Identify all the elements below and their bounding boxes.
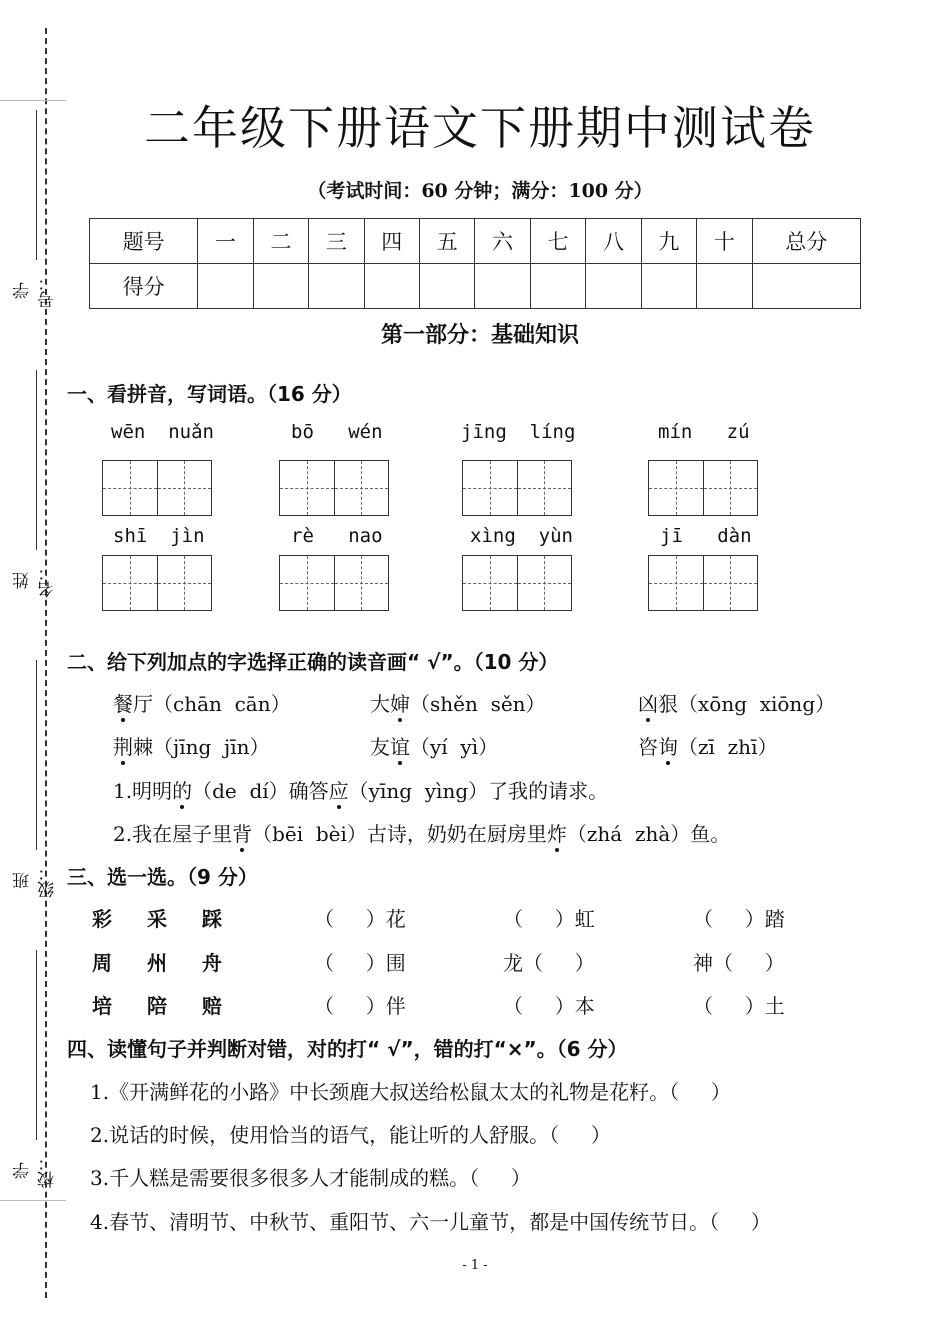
q3-heading: 三、选一选。（9 分） (67, 865, 258, 889)
fill-blank[interactable]: （ ）土 (693, 994, 785, 1018)
writing-grid[interactable] (102, 460, 212, 516)
fill-blank[interactable]: （ ）虹 (503, 907, 595, 931)
pronunciation-item: 咨询（zī zhī） (638, 735, 778, 759)
score-cell: 五 (420, 219, 475, 264)
pronunciation-item: 大婶（shěn sěn） (370, 692, 546, 716)
school-label: 学校： (13, 1154, 58, 1188)
score-cell: 八 (586, 219, 641, 264)
score-input-cell[interactable] (586, 264, 641, 309)
q2-heading: 二、给下列加点的字选择正确的读音画“ √”。（10 分） (67, 650, 559, 674)
name-label: 姓名： (13, 564, 58, 598)
judge-item[interactable]: 1.《开满鲜花的小路》中长颈鹿大叔送给松鼠太太的礼物是花籽。（ ） (90, 1080, 731, 1104)
pronunciation-item: 餐厅（chān cān） (113, 692, 291, 716)
judge-item[interactable]: 4.春节、清明节、中秋节、重阳节、六一儿童节，都是中国传统节日。（ ） (90, 1210, 771, 1234)
dotted-char: 餐 (113, 692, 133, 716)
score-cell: 九 (641, 219, 696, 264)
pinyin-label: xìng yùn (470, 525, 573, 547)
pinyin-label: rè nao (291, 525, 383, 547)
dotted-char: 凶 (638, 692, 658, 716)
writing-grid[interactable] (279, 460, 389, 516)
margin-rule (0, 100, 66, 101)
fill-blank[interactable]: 龙（ ） (503, 951, 595, 975)
score-input-cell[interactable] (475, 264, 530, 309)
school-line (36, 950, 37, 1140)
name-line (36, 370, 37, 550)
judge-item[interactable]: 3.千人糕是需要很多很多人才能制成的糕。（ ） (90, 1166, 531, 1190)
dotted-char: 应 (328, 779, 349, 803)
score-cell: 题号 (90, 219, 198, 264)
score-cell: 六 (475, 219, 530, 264)
pronunciation-item: 荆棘（jīng jīn） (113, 735, 270, 759)
score-table-header-row (90, 219, 861, 264)
writing-grid[interactable] (462, 460, 572, 516)
score-input-cell[interactable] (752, 264, 860, 309)
writing-grid[interactable] (648, 555, 758, 611)
dotted-char: 炸 (546, 822, 567, 846)
part-title: 第一部分：基础知识 (380, 323, 579, 348)
pinyin-label: wēn nuǎn (111, 421, 214, 443)
score-cell: 总分 (752, 219, 860, 264)
score-table (89, 218, 861, 309)
char-group: 培 陪 赔 (92, 994, 236, 1018)
fill-blank[interactable]: （ ）围 (314, 951, 406, 975)
fill-blank[interactable]: 神（ ） (693, 951, 785, 975)
score-input-cell[interactable] (530, 264, 585, 309)
pronunciation-item: 友谊（yí yì） (370, 735, 499, 759)
pinyin-label: jīng líng (461, 421, 576, 443)
student-id-line (36, 110, 37, 260)
pinyin-label: shī jìn (113, 525, 205, 547)
dotted-char: 询 (658, 735, 678, 759)
score-cell: 十 (697, 219, 752, 264)
char-group: 周 州 舟 (92, 951, 236, 975)
score-cell: 四 (364, 219, 419, 264)
score-cell: 三 (309, 219, 364, 264)
score-input-cell[interactable] (420, 264, 475, 309)
writing-grid[interactable] (462, 555, 572, 611)
pinyin-label: jī dàn (660, 525, 752, 547)
class-line (36, 660, 37, 850)
student-id-label: 学号： (13, 274, 58, 308)
char-group: 彩 采 踩 (92, 907, 236, 931)
writing-grid[interactable] (279, 555, 389, 611)
dotted-char: 谊 (390, 735, 410, 759)
pronunciation-item: 凶狠（xōng xiōng） (638, 692, 836, 716)
score-input-cell[interactable] (309, 264, 364, 309)
score-input-cell[interactable] (364, 264, 419, 309)
margin-rule (0, 1200, 66, 1201)
dotted-char: 的 (172, 779, 193, 803)
q1-heading: 一、看拼音，写词语。（16 分） (67, 382, 352, 406)
writing-grid[interactable] (102, 555, 212, 611)
writing-grid[interactable] (648, 460, 758, 516)
dotted-char: 婶 (390, 692, 410, 716)
score-input-cell[interactable] (253, 264, 308, 309)
pronunciation-sentence: 1.明明的（de dí）确答应（yīng yìng）了我的请求。 (113, 779, 609, 803)
dotted-char: 荆 (113, 735, 133, 759)
score-input-cell[interactable] (198, 264, 253, 309)
fill-blank[interactable]: （ ）伴 (314, 994, 406, 1018)
q4-heading: 四、读懂句子并判断对错，对的打“ √”，错的打“×”。（6 分） (67, 1037, 628, 1061)
judge-item[interactable]: 2.说话的时候，使用恰当的语气，能让听的人舒服。（ ） (90, 1123, 611, 1147)
page-number: - 1 - (462, 1258, 488, 1273)
score-cell: 二 (253, 219, 308, 264)
fill-blank[interactable]: （ ）本 (503, 994, 595, 1018)
score-cell: 一 (198, 219, 253, 264)
binding-dashed-line (45, 28, 47, 1298)
score-input-cell[interactable] (641, 264, 696, 309)
class-label: 班级： (13, 864, 58, 898)
exam-subtitle: （考试时间：60 分钟；满分：100 分） (307, 180, 653, 202)
dotted-char: 背 (232, 822, 253, 846)
exam-title: 二年级下册语文下册期中测试卷 (144, 101, 816, 155)
score-cell: 七 (530, 219, 585, 264)
pinyin-label: bō wén (291, 421, 383, 443)
pinyin-label: mín zú (658, 421, 750, 443)
fill-blank[interactable]: （ ）花 (314, 907, 406, 931)
score-input-cell[interactable] (697, 264, 752, 309)
score-row-label: 得分 (90, 264, 198, 309)
score-table-score-row (90, 264, 861, 309)
pronunciation-sentence: 2.我在屋子里背（bēi bèi）古诗，奶奶在厨房里炸（zhá zhà）鱼。 (113, 822, 731, 846)
fill-blank[interactable]: （ ）踏 (693, 907, 785, 931)
